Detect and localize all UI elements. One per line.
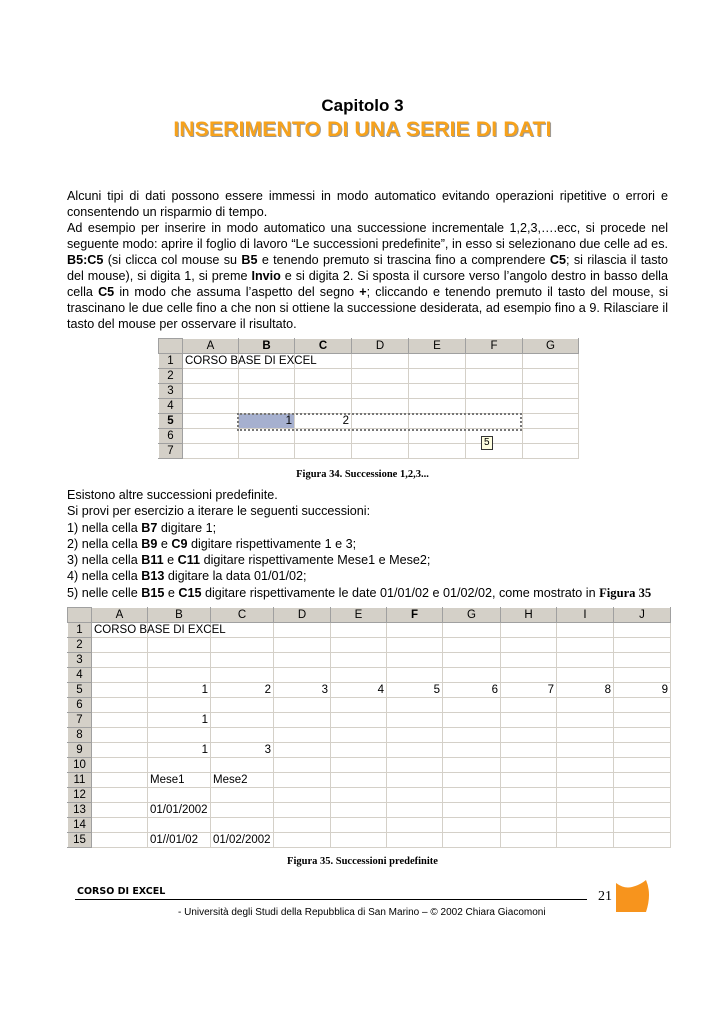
cell-g1[interactable] — [523, 354, 579, 369]
cell-i4[interactable] — [557, 668, 614, 683]
cell-g4[interactable] — [443, 668, 501, 683]
cell-j12[interactable] — [614, 788, 671, 803]
cell-i3[interactable] — [557, 653, 614, 668]
cell-e2[interactable] — [331, 638, 387, 653]
exercise-item: 1) nella cella B7 digitare 1; — [67, 520, 217, 535]
cell-i2[interactable] — [557, 638, 614, 653]
cell-f3[interactable] — [466, 384, 523, 399]
table-row — [68, 758, 671, 773]
cell-e14[interactable] — [331, 818, 387, 833]
table-row — [68, 803, 671, 818]
cell-a4[interactable] — [183, 399, 239, 414]
row-header-11[interactable]: 11 — [68, 773, 92, 788]
cell-i6[interactable] — [557, 698, 614, 713]
table-row — [68, 818, 671, 833]
cell-a5[interactable] — [183, 414, 239, 429]
row-header-9[interactable]: 9 — [68, 743, 92, 758]
cell-f4[interactable] — [466, 399, 523, 414]
cell-e13[interactable] — [331, 803, 387, 818]
cell-g8[interactable] — [443, 728, 501, 743]
cell-e8[interactable] — [331, 728, 387, 743]
cell-b4[interactable] — [148, 668, 211, 683]
cell-f15[interactable] — [387, 833, 443, 848]
cell-e3[interactable] — [331, 653, 387, 668]
cell-h15[interactable] — [501, 833, 557, 848]
cell-d4[interactable] — [352, 399, 409, 414]
exercise-line-1: Esistono altre successioni predefinite. — [67, 488, 278, 502]
cell-b15[interactable]: 01//01/02 — [148, 833, 211, 848]
figure-35-reference: Figura 35 — [599, 585, 652, 600]
column-header-g[interactable]: G — [523, 339, 579, 354]
cell-i5[interactable]: 8 — [557, 683, 614, 698]
cell-i9[interactable] — [557, 743, 614, 758]
cell-d3[interactable] — [274, 653, 331, 668]
cell-c5[interactable]: 2 — [211, 683, 274, 698]
table-row — [159, 444, 579, 459]
cell-d2[interactable] — [274, 638, 331, 653]
cell-g3[interactable] — [443, 653, 501, 668]
cell-h6[interactable] — [501, 698, 557, 713]
cell-c6[interactable] — [211, 698, 274, 713]
cell-a6[interactable] — [92, 698, 148, 713]
cell-d15[interactable] — [274, 833, 331, 848]
column-header-f[interactable]: F — [387, 608, 443, 623]
cell-g2[interactable] — [443, 638, 501, 653]
cell-j2[interactable] — [614, 638, 671, 653]
cell-i1[interactable] — [557, 623, 614, 638]
cell-e3[interactable] — [409, 384, 466, 399]
row-header-7[interactable]: 7 — [159, 444, 183, 459]
row-header-14[interactable]: 14 — [68, 818, 92, 833]
cell-a15[interactable] — [92, 833, 148, 848]
cell-i12[interactable] — [557, 788, 614, 803]
orange-page-tab-icon — [616, 880, 650, 912]
cell-i14[interactable] — [557, 818, 614, 833]
cell-f2[interactable] — [387, 638, 443, 653]
table-row — [159, 399, 579, 414]
cell-j3[interactable] — [614, 653, 671, 668]
cell-c15[interactable]: 01/02/2002 — [211, 833, 274, 848]
fill-value-tooltip: 5 — [481, 436, 493, 450]
cell-f7[interactable] — [466, 444, 523, 459]
exercise-item: 5) nelle celle B15 e C15 digitare rispettivamente le date 01/01/02 e 01/02/02, come mostrato in Figura 35 — [67, 585, 652, 600]
cell-i11[interactable] — [557, 773, 614, 788]
cell-f7[interactable] — [387, 713, 443, 728]
cell-e6[interactable] — [331, 698, 387, 713]
cell-h8[interactable] — [501, 728, 557, 743]
exercise-item: 2) nella cella B9 e C9 digitare rispettivamente 1 e 3; — [67, 536, 357, 551]
row-header-8[interactable]: 8 — [68, 728, 92, 743]
cell-c4[interactable] — [295, 399, 352, 414]
cell-i13[interactable] — [557, 803, 614, 818]
cell-b6[interactable] — [148, 698, 211, 713]
cell-f12[interactable] — [387, 788, 443, 803]
column-header-h[interactable]: H — [501, 608, 557, 623]
cell-d4[interactable] — [274, 668, 331, 683]
row-header-10[interactable]: 10 — [68, 758, 92, 773]
cell-c2[interactable] — [295, 369, 352, 384]
cell-d14[interactable] — [274, 818, 331, 833]
cell-d7[interactable] — [274, 713, 331, 728]
cell-d2[interactable] — [352, 369, 409, 384]
cell-e7[interactable] — [409, 444, 466, 459]
page-title: INSERIMENTO DI UNA SERIE DI DATI — [173, 118, 552, 141]
cell-i10[interactable] — [557, 758, 614, 773]
cell-b7[interactable] — [239, 444, 295, 459]
exercise-item: 4) nella cella B13 digitare la data 01/01/02; — [67, 569, 307, 584]
row-header-3[interactable]: 3 — [159, 384, 183, 399]
column-header-b[interactable]: B — [148, 608, 211, 623]
column-header-c[interactable]: C — [211, 608, 274, 623]
cell-h14[interactable] — [501, 818, 557, 833]
cell-d7[interactable] — [352, 444, 409, 459]
cell-a11[interactable] — [92, 773, 148, 788]
table-row — [68, 623, 671, 638]
row-header-15[interactable]: 15 — [68, 833, 92, 848]
cell-h10[interactable] — [501, 758, 557, 773]
cell-e4[interactable] — [409, 399, 466, 414]
cell-c7[interactable] — [211, 713, 274, 728]
footer-course-title: CORSO DI EXCEL — [77, 886, 166, 897]
cell-e4[interactable] — [331, 668, 387, 683]
cell-a8[interactable] — [92, 728, 148, 743]
cell-h1[interactable] — [501, 623, 557, 638]
cell-f3[interactable] — [387, 653, 443, 668]
cell-d6[interactable] — [274, 698, 331, 713]
cell-e1[interactable] — [331, 623, 387, 638]
cell-e9[interactable] — [331, 743, 387, 758]
column-header-e[interactable]: E — [331, 608, 387, 623]
intro-paragraph-2: Ad esempio per inserire in modo automatico una successione incrementale 1,2,3,….ecc, si procede nel seguente modo: aprire il foglio di lavoro “Le successioni predefinite”, in esso si selezionano due celle ad es. B5:C5 (si clicca col mouse su B5 e tenendo premuto si trascina fino a comprendere C5; si rilascia il tasto del mouse), si digita 1, si preme Invio e si digita 2. Si sposta il cursore verso l’angolo destro in basso della cella C5 in modo che assuma l’aspetto del segno +; cliccando e tenendo premuto il tasto del mouse, si trascinano le due celle fino a che non si ottiene la successione desiderata, ad esempio fino a 9. Rilasciare il tasto del mouse per osservare il risultato. — [67, 221, 669, 331]
cell-h3[interactable] — [501, 653, 557, 668]
figure-34-caption: Figura 34. Successione 1,2,3... — [296, 469, 429, 480]
cell-d10[interactable] — [274, 758, 331, 773]
cell-b14[interactable] — [148, 818, 211, 833]
cell-a2[interactable] — [183, 369, 239, 384]
cell-h5[interactable]: 7 — [501, 683, 557, 698]
row-header-5[interactable]: 5 — [68, 683, 92, 698]
spreadsheet-figure-35 — [67, 607, 671, 848]
cell-g11[interactable] — [443, 773, 501, 788]
intro-text — [67, 188, 668, 332]
cell-a3[interactable] — [183, 384, 239, 399]
selection-range-b5-f5 — [237, 413, 522, 431]
cell-a13[interactable] — [92, 803, 148, 818]
exercise-item: 3) nella cella B11 e C11 digitare rispettivamente Mese1 e Mese2; — [67, 553, 431, 568]
table-row — [68, 653, 671, 668]
select-all-corner[interactable] — [68, 608, 92, 623]
cell-b2[interactable] — [239, 369, 295, 384]
cell-d11[interactable] — [274, 773, 331, 788]
cell-g5[interactable]: 6 — [443, 683, 501, 698]
table-row — [68, 713, 671, 728]
cell-f5[interactable]: 5 — [387, 683, 443, 698]
table-row — [68, 833, 671, 848]
table-row — [68, 683, 671, 698]
column-header-j[interactable]: J — [614, 608, 671, 623]
cell-b8[interactable] — [148, 728, 211, 743]
cell-j13[interactable] — [614, 803, 671, 818]
cell-c11[interactable]: Mese2 — [211, 773, 274, 788]
cell-g6[interactable] — [523, 429, 579, 444]
cell-g1[interactable] — [443, 623, 501, 638]
cell-h13[interactable] — [501, 803, 557, 818]
cell-h12[interactable] — [501, 788, 557, 803]
cell-b2[interactable] — [148, 638, 211, 653]
column-header-e[interactable]: E — [409, 339, 466, 354]
cell-g6[interactable] — [443, 698, 501, 713]
cell-e10[interactable] — [331, 758, 387, 773]
cell-c2[interactable] — [211, 638, 274, 653]
cell-g5[interactable] — [523, 414, 579, 429]
cell-j10[interactable] — [614, 758, 671, 773]
cell-f10[interactable] — [387, 758, 443, 773]
column-header-f[interactable]: F — [466, 339, 523, 354]
cell-f6[interactable] — [387, 698, 443, 713]
cell-b3[interactable] — [148, 653, 211, 668]
cell-c3[interactable] — [211, 653, 274, 668]
cell-a1[interactable]: CORSO BASE DI EXCEL — [92, 623, 148, 638]
cell-f1[interactable] — [466, 354, 523, 369]
cell-d13[interactable] — [274, 803, 331, 818]
cell-h7[interactable] — [501, 713, 557, 728]
cell-g9[interactable] — [443, 743, 501, 758]
cell-e12[interactable] — [331, 788, 387, 803]
figure-35-caption: Figura 35. Successioni predefinite — [287, 856, 438, 867]
cell-f1[interactable] — [387, 623, 443, 638]
page-number: 21 — [598, 889, 612, 904]
cell-a12[interactable] — [92, 788, 148, 803]
cell-i15[interactable] — [557, 833, 614, 848]
row-header-6[interactable]: 6 — [68, 698, 92, 713]
cell-g12[interactable] — [443, 788, 501, 803]
cell-c7[interactable] — [295, 444, 352, 459]
cell-d1[interactable] — [352, 354, 409, 369]
cell-a3[interactable] — [92, 653, 148, 668]
cell-a2[interactable] — [92, 638, 148, 653]
cell-e7[interactable] — [331, 713, 387, 728]
table-row — [159, 354, 579, 369]
cell-g13[interactable] — [443, 803, 501, 818]
table-row — [159, 369, 579, 384]
row-header-4[interactable]: 4 — [159, 399, 183, 414]
cell-b12[interactable] — [148, 788, 211, 803]
cell-d12[interactable] — [274, 788, 331, 803]
cell-g7[interactable] — [443, 713, 501, 728]
cell-a6[interactable] — [183, 429, 239, 444]
cell-g2[interactable] — [523, 369, 579, 384]
cell-i8[interactable] — [557, 728, 614, 743]
cell-f2[interactable] — [466, 369, 523, 384]
column-header-d[interactable]: D — [352, 339, 409, 354]
cell-g10[interactable] — [443, 758, 501, 773]
row-header-2[interactable]: 2 — [68, 638, 92, 653]
table-row — [68, 638, 671, 653]
cell-b10[interactable] — [148, 758, 211, 773]
row-header-1[interactable]: 1 — [68, 623, 92, 638]
table-row — [68, 788, 671, 803]
cell-f8[interactable] — [387, 728, 443, 743]
row-header-7[interactable]: 7 — [68, 713, 92, 728]
cell-j5[interactable]: 9 — [614, 683, 671, 698]
cell-d8[interactable] — [274, 728, 331, 743]
cell-j8[interactable] — [614, 728, 671, 743]
cell-f14[interactable] — [387, 818, 443, 833]
table-row — [68, 743, 671, 758]
cell-e1[interactable] — [409, 354, 466, 369]
cell-b7[interactable]: 1 — [148, 713, 211, 728]
cell-a4[interactable] — [92, 668, 148, 683]
cell-j11[interactable] — [614, 773, 671, 788]
table-row — [68, 728, 671, 743]
cell-g15[interactable] — [443, 833, 501, 848]
cell-d5[interactable]: 3 — [274, 683, 331, 698]
row-header-2[interactable]: 2 — [159, 369, 183, 384]
cell-j7[interactable] — [614, 713, 671, 728]
cell-d9[interactable] — [274, 743, 331, 758]
cell-j15[interactable] — [614, 833, 671, 848]
intro-paragraph-1: Alcuni tipi di dati possono essere immessi in modo automatico evitando operazioni ripetitive o errori e consentendo un risparmio di tempo. — [67, 189, 668, 219]
cell-c14[interactable] — [211, 818, 274, 833]
cell-e15[interactable] — [331, 833, 387, 848]
row-header-4[interactable]: 4 — [68, 668, 92, 683]
cell-f11[interactable] — [387, 773, 443, 788]
cell-d3[interactable] — [352, 384, 409, 399]
row-header-12[interactable]: 12 — [68, 788, 92, 803]
cell-c3[interactable] — [295, 384, 352, 399]
cell-h9[interactable] — [501, 743, 557, 758]
table-row — [159, 384, 579, 399]
cell-j14[interactable] — [614, 818, 671, 833]
cell-h2[interactable] — [501, 638, 557, 653]
cell-g4[interactable] — [523, 399, 579, 414]
cell-a5[interactable] — [92, 683, 148, 698]
column-header-a[interactable]: A — [92, 608, 148, 623]
chapter-label: Capitolo 3 — [321, 96, 404, 115]
cell-a14[interactable] — [92, 818, 148, 833]
cell-b4[interactable] — [239, 399, 295, 414]
cell-a9[interactable] — [92, 743, 148, 758]
cell-b3[interactable] — [239, 384, 295, 399]
column-header-a[interactable]: A — [183, 339, 239, 354]
cell-b9[interactable]: 1 — [148, 743, 211, 758]
cell-e2[interactable] — [409, 369, 466, 384]
cell-c9[interactable]: 3 — [211, 743, 274, 758]
column-header-i[interactable]: I — [557, 608, 614, 623]
cell-b11[interactable]: Mese1 — [148, 773, 211, 788]
footer-divider — [75, 899, 587, 900]
spreadsheet-figure-34 — [158, 338, 579, 459]
cell-c5[interactable]: 2 — [295, 414, 352, 429]
column-header-c[interactable]: C — [295, 339, 352, 354]
row-header-13[interactable]: 13 — [68, 803, 92, 818]
cell-c10[interactable] — [211, 758, 274, 773]
column-header-g[interactable]: G — [443, 608, 501, 623]
cell-f13[interactable] — [387, 803, 443, 818]
cell-g14[interactable] — [443, 818, 501, 833]
cell-i7[interactable] — [557, 713, 614, 728]
cell-e5[interactable]: 4 — [331, 683, 387, 698]
cell-j6[interactable] — [614, 698, 671, 713]
row-header-3[interactable]: 3 — [68, 653, 92, 668]
cell-b5[interactable]: 1 — [239, 414, 295, 429]
cell-c13[interactable] — [211, 803, 274, 818]
cell-d1[interactable] — [274, 623, 331, 638]
cell-e11[interactable] — [331, 773, 387, 788]
column-header-d[interactable]: D — [274, 608, 331, 623]
row-header-5[interactable]: 5 — [159, 414, 183, 429]
cell-b13[interactable]: 01/01/2002 — [148, 803, 211, 818]
column-header-b[interactable]: B — [239, 339, 295, 354]
row-header-6[interactable]: 6 — [159, 429, 183, 444]
cell-f9[interactable] — [387, 743, 443, 758]
cell-j1[interactable] — [614, 623, 671, 638]
cell-b5[interactable]: 1 — [148, 683, 211, 698]
exercise-text — [67, 487, 687, 601]
cell-j9[interactable] — [614, 743, 671, 758]
cell-a7[interactable] — [183, 444, 239, 459]
select-all-corner[interactable] — [159, 339, 183, 354]
table-row — [68, 773, 671, 788]
cell-a1[interactable]: CORSO BASE DI EXCEL — [183, 354, 239, 369]
cell-g7[interactable] — [523, 444, 579, 459]
cell-c8[interactable] — [211, 728, 274, 743]
table-row — [68, 668, 671, 683]
cell-f4[interactable] — [387, 668, 443, 683]
cell-j4[interactable] — [614, 668, 671, 683]
cell-h4[interactable] — [501, 668, 557, 683]
cell-c4[interactable] — [211, 668, 274, 683]
exercise-line-2: Si provi per esercizio a iterare le seguenti successioni: — [67, 504, 371, 519]
cell-a10[interactable] — [92, 758, 148, 773]
row-header-1[interactable]: 1 — [159, 354, 183, 369]
cell-c12[interactable] — [211, 788, 274, 803]
cell-a7[interactable] — [92, 713, 148, 728]
cell-g3[interactable] — [523, 384, 579, 399]
footer-subtitle: - Università degli Studi della Repubblica di San Marino – © 2002 Chiara Giacomoni — [178, 907, 546, 918]
table-row — [68, 698, 671, 713]
cell-h11[interactable] — [501, 773, 557, 788]
